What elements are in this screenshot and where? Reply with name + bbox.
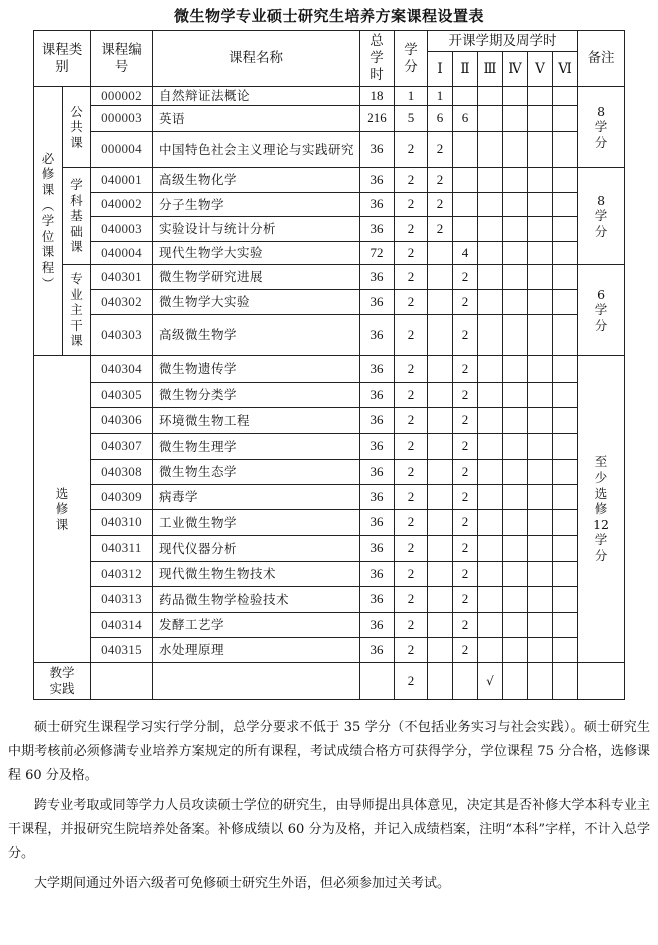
semester-hours-5: [528, 265, 553, 290]
semester-hours-1: [428, 562, 453, 587]
table-row: [34, 242, 625, 265]
note-paragraph: 硕士研究生课程学习实行学分制，总学分要求不低于 35 学分（不包括业务实习与社会实践）。硕士研究生中期考核前必须修满专业培养方案规定的所有课程，考试成绩合格方可获得学分，学位课程 75 分合格，选修课程 60 分及格。: [8, 720, 650, 783]
semester-hours-4: [503, 638, 528, 663]
semester-hours-4: [503, 562, 528, 587]
semester-hours-3: [478, 562, 503, 587]
course-name: 英语: [153, 106, 360, 132]
course-name: 高级生物化学: [153, 168, 360, 193]
course-name: 发酵工艺学: [153, 613, 360, 638]
semester-hours-6: [553, 106, 578, 132]
course-name: 中国特色社会主义理论与实践研究: [153, 132, 360, 168]
semester-hours-2: 2: [453, 383, 478, 408]
semester-hours-3: [478, 217, 503, 242]
header-total-hours: 总 学 时: [360, 31, 395, 87]
semester-hours-6: [553, 434, 578, 460]
course-name: 环境微生物工程: [153, 408, 360, 434]
semester-hours-2: [453, 168, 478, 193]
total-hours: 36: [360, 460, 395, 485]
semester-hours-5: [528, 434, 553, 460]
semester-hours-2: [453, 132, 478, 168]
semester-hours-4: [503, 663, 528, 700]
semester-hours-5: [528, 663, 553, 700]
semester-hours-2: [453, 87, 478, 106]
semester-hours-3: [478, 132, 503, 168]
total-hours: 72: [360, 242, 395, 265]
semester-hours-6: [553, 408, 578, 434]
semester-hours-4: [503, 168, 528, 193]
group-elective: 选 修 课: [34, 356, 91, 663]
course-name: 高级微生物学: [153, 315, 360, 356]
course-code: 040002: [91, 193, 153, 217]
semester-hours-3: [478, 315, 503, 356]
semester-hours-1: [428, 510, 453, 536]
semester-hours-2: [453, 217, 478, 242]
credits: 2: [395, 510, 428, 536]
semester-hours-3: [478, 460, 503, 485]
group-basic: 学 科 基 础 课: [63, 168, 91, 265]
semester-hours-3: [478, 106, 503, 132]
semester-hours-3: [478, 356, 503, 383]
semester-hours-1: 2: [428, 217, 453, 242]
credits: 2: [395, 587, 428, 613]
semester-hours-2: [453, 193, 478, 217]
semester-hours-6: [553, 562, 578, 587]
course-code: 040301: [91, 265, 153, 290]
course-code: 040304: [91, 356, 153, 383]
semester-hours-6: [553, 290, 578, 315]
semester-hours-2: 2: [453, 408, 478, 434]
semester-hours-4: [503, 536, 528, 562]
credits: 2: [395, 242, 428, 265]
course-code: 040001: [91, 168, 153, 193]
semester-hours-2: 2: [453, 434, 478, 460]
credits: 2: [395, 217, 428, 242]
course-name: 水处理原理: [153, 638, 360, 663]
course-name: 微生物学研究进展: [153, 265, 360, 290]
semester-hours-1: [428, 356, 453, 383]
semester-hours-4: [503, 87, 528, 106]
credits: 2: [395, 562, 428, 587]
course-name: 微生物学大实验: [153, 290, 360, 315]
remark-public: 8 学 分: [578, 87, 625, 168]
course-code: 040310: [91, 510, 153, 536]
course-name: 药品微生物学检验技术: [153, 587, 360, 613]
semester-hours-2: 2: [453, 587, 478, 613]
semester-hours-3: [478, 510, 503, 536]
semester-hours-6: [553, 168, 578, 193]
semester-hours-1: [428, 638, 453, 663]
group-public: 公 共 课: [63, 87, 91, 168]
total-hours: 36: [360, 356, 395, 383]
course-code: 040003: [91, 217, 153, 242]
table-row: [34, 383, 625, 408]
course-code: 000002: [91, 87, 153, 106]
course-name: 微生物分类学: [153, 383, 360, 408]
semester-hours-6: [553, 536, 578, 562]
semester-hours-1: [428, 383, 453, 408]
semester-hours-4: [503, 217, 528, 242]
total-hours: 36: [360, 132, 395, 168]
semester-hours-2: 2: [453, 536, 478, 562]
course-name: 现代仪器分析: [153, 536, 360, 562]
course-name: 分子生物学: [153, 193, 360, 217]
table-row: [34, 536, 625, 562]
total-hours: 36: [360, 383, 395, 408]
semester-hours-1: [428, 242, 453, 265]
semester-hours-4: [503, 383, 528, 408]
semester-hours-2: 2: [453, 562, 478, 587]
semester-hours-2: 2: [453, 356, 478, 383]
total-hours: 36: [360, 536, 395, 562]
course-name: 微生物遗传学: [153, 356, 360, 383]
header-semester-group: 开课学期及周学时: [428, 31, 578, 52]
semester-hours-2: 2: [453, 638, 478, 663]
credits: 1: [395, 87, 428, 106]
semester-hours-6: [553, 638, 578, 663]
table-row: [34, 408, 625, 434]
semester-hours-2: 2: [453, 510, 478, 536]
semester-hours-2: 2: [453, 290, 478, 315]
course-code: 040309: [91, 485, 153, 510]
semester-hours-5: [528, 510, 553, 536]
course-code: 040312: [91, 562, 153, 587]
table-row: [34, 485, 625, 510]
semester-hours-3: [478, 242, 503, 265]
course-code: 040311: [91, 536, 153, 562]
header-semester-1: Ⅰ: [428, 52, 453, 87]
semester-hours-2: 2: [453, 265, 478, 290]
semester-hours-6: [553, 217, 578, 242]
semester-hours-6: [553, 587, 578, 613]
total-hours: 36: [360, 193, 395, 217]
table-row: [34, 87, 625, 106]
semester-hours-2: 2: [453, 460, 478, 485]
semester-hours-6: [553, 663, 578, 700]
semester-hours-3: [478, 638, 503, 663]
semester-hours-1: [428, 460, 453, 485]
table-row: [34, 132, 625, 168]
semester-hours-6: [553, 356, 578, 383]
table-row: [34, 562, 625, 587]
course-code: 040303: [91, 315, 153, 356]
total-hours: 18: [360, 87, 395, 106]
semester-hours-6: [553, 510, 578, 536]
credits: 2: [395, 613, 428, 638]
semester-hours-3: [478, 485, 503, 510]
semester-hours-4: [503, 510, 528, 536]
semester-hours-2: 2: [453, 613, 478, 638]
semester-hours-4: [503, 315, 528, 356]
semester-hours-5: [528, 536, 553, 562]
semester-hours-5: [528, 613, 553, 638]
semester-hours-6: [553, 265, 578, 290]
table-row: [34, 265, 625, 290]
semester-hours-1: [428, 536, 453, 562]
credits: 2: [395, 290, 428, 315]
course-code: [91, 663, 153, 700]
semester-hours-3: [478, 536, 503, 562]
remark-core: 6 学 分: [578, 265, 625, 356]
credits: 2: [395, 408, 428, 434]
course-code: 040306: [91, 408, 153, 434]
credits: 2: [395, 434, 428, 460]
table-row: [34, 315, 625, 356]
semester-hours-5: [528, 193, 553, 217]
total-hours: 216: [360, 106, 395, 132]
course-name: 工业微生物学: [153, 510, 360, 536]
total-hours: 36: [360, 613, 395, 638]
semester-hours-4: [503, 290, 528, 315]
semester-hours-4: [503, 265, 528, 290]
semester-hours-5: [528, 132, 553, 168]
total-hours: 36: [360, 510, 395, 536]
credits: 2: [395, 132, 428, 168]
credits: 2: [395, 638, 428, 663]
semester-hours-3: [478, 87, 503, 106]
credits: 2: [395, 485, 428, 510]
semester-hours-6: [553, 383, 578, 408]
semester-hours-5: [528, 638, 553, 663]
course-code: 040305: [91, 383, 153, 408]
course-code: 040314: [91, 613, 153, 638]
course-code: 040315: [91, 638, 153, 663]
check-mark-icon: √: [478, 663, 503, 700]
table-row: [34, 638, 625, 663]
credits: 2: [395, 168, 428, 193]
course-code: 040302: [91, 290, 153, 315]
table-row: [34, 510, 625, 536]
group-practice: 教学 实践: [34, 663, 91, 700]
course-name: 病毒学: [153, 485, 360, 510]
header-semester-6: Ⅵ: [553, 52, 578, 87]
semester-hours-1: [428, 265, 453, 290]
semester-hours-3: [478, 587, 503, 613]
table-row: [34, 217, 625, 242]
total-hours: 36: [360, 408, 395, 434]
table-row: [34, 460, 625, 485]
semester-hours-3: [478, 168, 503, 193]
semester-hours-3: [478, 408, 503, 434]
semester-hours-5: [528, 587, 553, 613]
course-code: 000003: [91, 106, 153, 132]
semester-hours-6: [553, 87, 578, 106]
total-hours: 36: [360, 265, 395, 290]
semester-hours-5: [528, 315, 553, 356]
semester-hours-4: [503, 587, 528, 613]
semester-hours-1: [428, 613, 453, 638]
semester-hours-4: [503, 132, 528, 168]
course-code: 040313: [91, 587, 153, 613]
semester-hours-1: 2: [428, 193, 453, 217]
semester-hours-5: [528, 562, 553, 587]
total-hours: [360, 663, 395, 700]
semester-hours-5: [528, 356, 553, 383]
semester-hours-5: [528, 290, 553, 315]
table-row: [34, 290, 625, 315]
header-category: 课程类别: [34, 31, 91, 87]
semester-hours-6: [553, 485, 578, 510]
semester-hours-2: 4: [453, 242, 478, 265]
semester-hours-5: [528, 106, 553, 132]
table-row: [34, 193, 625, 217]
course-code: 040004: [91, 242, 153, 265]
table-row: [34, 356, 625, 383]
course-name: 现代微生物生物技术: [153, 562, 360, 587]
total-hours: 36: [360, 638, 395, 663]
table-row: [34, 434, 625, 460]
header-semester-4: Ⅳ: [503, 52, 528, 87]
remark-elective: 至 少 选 修 12 学 分: [578, 356, 625, 663]
semester-hours-4: [503, 460, 528, 485]
semester-hours-1: [428, 485, 453, 510]
semester-hours-1: 2: [428, 168, 453, 193]
semester-hours-5: [528, 408, 553, 434]
semester-hours-6: [553, 242, 578, 265]
table-row-practice: [34, 663, 625, 700]
semester-hours-4: [503, 242, 528, 265]
course-name: [153, 663, 360, 700]
semester-hours-6: [553, 613, 578, 638]
semester-hours-3: [478, 265, 503, 290]
semester-hours-4: [503, 408, 528, 434]
table-row: [34, 106, 625, 132]
credits: 2: [395, 536, 428, 562]
table-row: [34, 587, 625, 613]
document-title: 微生物学专业硕士研究生培养方案课程设置表: [173, 7, 484, 25]
semester-hours-5: [528, 242, 553, 265]
note-paragraph: 跨专业考取或同等学力人员攻读硕士学位的研究生，由导师提出具体意见，决定其是否补修大学本科专业主干课程，并报研究生院培养处备案。补修成绩以 60 分为及格，并记入成绩档案，注明“本科”字样，不计入总学分。: [8, 798, 650, 861]
course-name: 微生物生理学: [153, 434, 360, 460]
credits: 2: [395, 315, 428, 356]
semester-hours-6: [553, 193, 578, 217]
semester-hours-4: [503, 356, 528, 383]
course-name: 实验设计与统计分析: [153, 217, 360, 242]
credits: 2: [395, 663, 428, 700]
header-semester-2: Ⅱ: [453, 52, 478, 87]
total-hours: 36: [360, 434, 395, 460]
semester-hours-2: 2: [453, 315, 478, 356]
table-row: [34, 168, 625, 193]
semester-hours-2: 2: [453, 485, 478, 510]
table-row: [34, 613, 625, 638]
course-name: 微生物生态学: [153, 460, 360, 485]
semester-hours-1: [428, 587, 453, 613]
header-code: 课程编号: [91, 31, 153, 87]
credits: 2: [395, 460, 428, 485]
semester-hours-3: [478, 193, 503, 217]
credits: 2: [395, 193, 428, 217]
semester-hours-3: [478, 383, 503, 408]
semester-hours-3: [478, 290, 503, 315]
semester-hours-4: [503, 106, 528, 132]
credits: 2: [395, 265, 428, 290]
total-hours: 36: [360, 168, 395, 193]
notes-section: [8, 716, 650, 902]
total-hours: 36: [360, 290, 395, 315]
semester-hours-5: [528, 217, 553, 242]
semester-hours-4: [503, 434, 528, 460]
total-hours: 36: [360, 587, 395, 613]
semester-hours-1: 1: [428, 87, 453, 106]
semester-hours-5: [528, 383, 553, 408]
remark-basic: 8 学 分: [578, 168, 625, 265]
header-semester-3: Ⅲ: [478, 52, 503, 87]
semester-hours-6: [553, 460, 578, 485]
remark-practice: [578, 663, 625, 700]
semester-hours-1: [428, 434, 453, 460]
header-name: 课程名称: [153, 31, 360, 87]
course-code: 040307: [91, 434, 153, 460]
semester-hours-2: [453, 663, 478, 700]
course-code: 040308: [91, 460, 153, 485]
course-table: [33, 30, 625, 700]
semester-hours-4: [503, 485, 528, 510]
semester-hours-4: [503, 613, 528, 638]
semester-hours-1: [428, 408, 453, 434]
total-hours: 36: [360, 562, 395, 587]
semester-hours-5: [528, 87, 553, 106]
semester-hours-4: [503, 193, 528, 217]
semester-hours-1: 6: [428, 106, 453, 132]
semester-hours-1: 2: [428, 132, 453, 168]
header-credits: 学 分: [395, 31, 428, 87]
total-hours: 36: [360, 217, 395, 242]
total-hours: 36: [360, 485, 395, 510]
semester-hours-1: [428, 315, 453, 356]
credits: 2: [395, 356, 428, 383]
total-hours: 36: [360, 315, 395, 356]
note-paragraph: 大学期间通过外语六级者可免修硕士研究生外语，但必须参加过关考试。: [34, 876, 451, 891]
semester-hours-5: [528, 460, 553, 485]
semester-hours-5: [528, 485, 553, 510]
header-remarks: 备注: [578, 31, 625, 87]
course-name: 自然辩证法概论: [153, 87, 360, 106]
credits: 2: [395, 383, 428, 408]
semester-hours-6: [553, 315, 578, 356]
credits: 5: [395, 106, 428, 132]
group-required: 必 修 课 ︵ 学 位 课 程 ︶: [34, 87, 63, 356]
semester-hours-3: [478, 434, 503, 460]
semester-hours-1: [428, 290, 453, 315]
course-name: 现代生物学大实验: [153, 242, 360, 265]
group-core: 专 业 主 干 课: [63, 265, 91, 356]
semester-hours-3: [478, 613, 503, 638]
course-code: 000004: [91, 132, 153, 168]
semester-hours-1: [428, 663, 453, 700]
semester-hours-6: [553, 132, 578, 168]
header-semester-5: Ⅴ: [528, 52, 553, 87]
semester-hours-2: 6: [453, 106, 478, 132]
semester-hours-5: [528, 168, 553, 193]
